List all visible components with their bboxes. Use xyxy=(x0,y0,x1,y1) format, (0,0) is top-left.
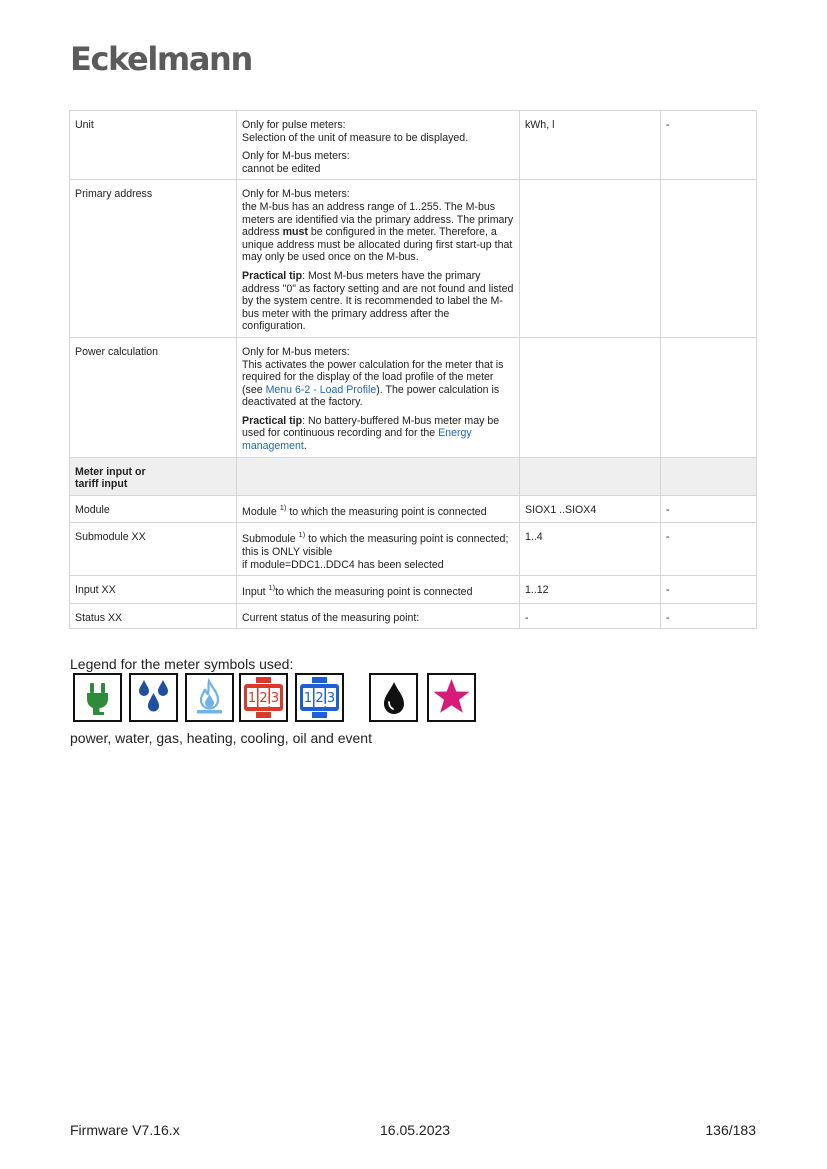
table-row-status xyxy=(70,603,757,629)
param-description xyxy=(237,111,520,180)
param-default xyxy=(661,180,757,338)
legend-title: Legend for the meter symbols used: xyxy=(70,656,294,672)
param-default: - xyxy=(661,603,757,629)
table-row-power-calculation xyxy=(70,337,757,457)
param-default: - xyxy=(661,111,757,180)
footnote-ref: 1) xyxy=(279,502,287,512)
table-row-input xyxy=(70,576,757,604)
footnote-ref: 1) xyxy=(298,530,306,540)
firmware-version: Firmware V7.16.x xyxy=(70,1122,180,1138)
param-name: Power calculation xyxy=(70,337,237,457)
section-title: Meter input or tariff input xyxy=(70,457,237,495)
mbus-meter-label: Only for M-bus meters: xyxy=(242,345,350,358)
emphasis-text: must xyxy=(282,226,308,239)
param-range: 1..4 xyxy=(520,523,661,576)
param-description xyxy=(237,337,520,457)
param-name: Module xyxy=(70,495,237,523)
param-description: Input $^{1)}$to which the measuring point is connected xyxy=(237,576,520,604)
svg-text:1: 1 xyxy=(247,691,257,706)
cooling-counter-icon xyxy=(295,673,344,722)
water-drops-icon xyxy=(129,673,178,722)
svg-text:3: 3 xyxy=(326,691,336,706)
power-plug-icon xyxy=(73,673,122,722)
pulse-meter-text: Selection of the unit of measure to be displayed. xyxy=(242,131,469,144)
practical-tip-text: : Most M-bus meters have the primary address "0" as factory setting and are not found and listed by the system centre. It is recommended to label the M-bus meter with the primary address after the configuration. xyxy=(242,269,514,333)
page-number: 136/183 xyxy=(705,1122,756,1138)
param-default xyxy=(661,337,757,457)
svg-text:1: 1 xyxy=(303,691,313,706)
param-default: - xyxy=(661,495,757,523)
mbus-meter-label: Only for M-bus meters: xyxy=(242,188,350,201)
param-name: Status XX xyxy=(70,603,237,629)
table-row-module xyxy=(70,495,757,523)
table-row-submodule xyxy=(70,523,757,576)
pulse-meter-label: Only for pulse meters: xyxy=(242,119,346,131)
param-range: - xyxy=(520,603,661,629)
footnote-ref: 1) xyxy=(268,583,276,593)
param-name: Submodule XX xyxy=(70,523,237,576)
practical-tip-label: Practical tip xyxy=(242,269,303,282)
svg-text:3: 3 xyxy=(270,691,280,706)
param-range xyxy=(520,337,661,457)
practical-tip-text: : No battery-buffered M-bus meter may be used for continuous recording and for the xyxy=(242,414,500,440)
param-default: - xyxy=(661,576,757,604)
practical-tip-label: Practical tip xyxy=(242,414,303,427)
load-profile-link[interactable]: Menu 6-2 - Load Profile xyxy=(265,383,377,396)
legend-caption: power, water, gas, heating, cooling, oil and event xyxy=(70,730,372,746)
table-row-primary-address xyxy=(70,180,757,338)
table-row-unit xyxy=(70,111,757,180)
param-range: SIOX1 ..SIOX4 xyxy=(520,495,661,523)
document-date: 16.05.2023 xyxy=(380,1122,451,1138)
mbus-meter-label: Only for M-bus meters: xyxy=(242,150,350,163)
practical-tip-text: . xyxy=(303,440,307,453)
oil-drop-icon xyxy=(369,673,418,722)
company-logo: Eckelmann xyxy=(70,40,252,78)
gas-flame-icon xyxy=(185,673,234,722)
mbus-meter-text: cannot be edited xyxy=(242,162,321,175)
section-header-row xyxy=(70,457,757,495)
event-star-icon xyxy=(427,673,476,722)
description-text: This activates the power calculation for the meter that is required for the display of the load profile of the meter (see xyxy=(242,358,504,396)
description-text: ). The power calculation is deactivated at the factory. xyxy=(242,383,500,409)
svg-text:2: 2 xyxy=(259,691,268,706)
parameter-table xyxy=(69,110,757,629)
param-range: 1..12 xyxy=(520,576,661,604)
energy-management-link[interactable]: Energy management xyxy=(242,427,472,453)
param-description xyxy=(237,180,520,338)
param-name: Primary address xyxy=(70,180,237,338)
svg-text:2: 2 xyxy=(315,691,324,706)
param-range: kWh, l xyxy=(520,111,661,180)
param-description: Submodule $^{1)}$ to which the measuring point is connected; this is ONLY visible if module=DDC1..DDC4 has been selected xyxy=(237,523,520,576)
param-description: Current status of the measuring point: xyxy=(237,603,520,629)
param-name: Unit xyxy=(70,111,237,180)
description-text: the M-bus has an address range of 1..255. The M-bus meters are identified via the primary address. The primary address xyxy=(242,200,514,239)
param-description: Module $^{1)}$ to which the measuring point is connected xyxy=(237,495,520,523)
param-default: - xyxy=(661,523,757,576)
description-text: be configured in the meter. Therefore, a unique address must be allocated during first start-up that may only be used once on the M-bus. xyxy=(242,226,513,264)
heating-counter-icon xyxy=(239,673,288,722)
param-name: Input XX xyxy=(70,576,237,604)
param-range xyxy=(520,180,661,338)
